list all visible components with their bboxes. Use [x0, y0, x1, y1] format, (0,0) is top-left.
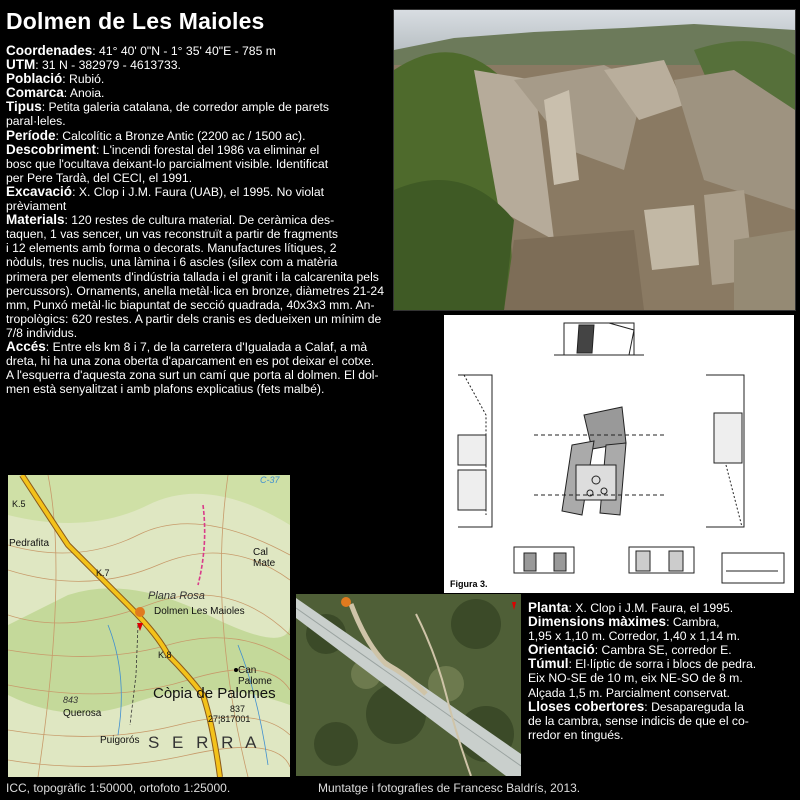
info-text: primera per elements d'indústria tallada i el granit i la calcarenita pels [6, 269, 379, 284]
info-line [528, 700, 798, 714]
info-text: : L'incendi forestal del 1986 va eliminar el [96, 142, 320, 157]
info-text: i 12 elements amb forma o decorats. Manufactures lítiques, 2 [6, 241, 337, 256]
map-label-k7: K.7 [96, 568, 110, 578]
info-line [6, 382, 390, 396]
info-text: : Cambra, [666, 615, 720, 630]
info-line [528, 615, 798, 629]
info-label: Excavació [6, 183, 73, 199]
info-line [6, 114, 390, 128]
info-text: de la cambra, sense indicis de que el co- [528, 713, 749, 728]
info-line [6, 354, 390, 368]
info-line [6, 255, 390, 269]
map-label-spot3: 843 [63, 695, 79, 705]
info-label: Descobriment [6, 141, 97, 157]
info-text: men està senyalitzat i amb plafons explicatius (fets malbé). [6, 382, 325, 397]
info-text: 7/8 individus. [6, 325, 78, 340]
map-label-cal-mate: Cal Mate [253, 547, 276, 569]
info-label: Població [6, 71, 63, 87]
info-line [6, 270, 390, 284]
info-line [6, 171, 390, 185]
info-line [6, 185, 390, 199]
info-left [6, 44, 390, 396]
map-label-puigoros: Puigorós [100, 735, 140, 746]
info-line [528, 686, 798, 700]
info-label: Planta [528, 600, 569, 615]
info-line [6, 241, 390, 255]
info-text: : X. Clop i J.M. Faura, el 1995. [568, 601, 734, 615]
info-line [528, 714, 798, 728]
info-text: : Entre els km 8 i 7, de la carretera d'Igualada a Calaf, a mà [45, 339, 368, 354]
info-text: tropològics: 620 restes. A partir dels cranis es dedueixen un mínim de [6, 311, 382, 326]
info-text: : Cambra SE, corredor E. [594, 643, 732, 658]
map-label-k8: K.8 [158, 650, 172, 660]
info-line [6, 284, 390, 298]
info-line [6, 157, 390, 171]
info-text: : Rubió. [62, 72, 105, 87]
map-label-dolmen: Dolmen Les Maioles [154, 606, 245, 617]
map-label-spot2: 27¦817001 [208, 714, 251, 724]
caption-maps: ICC, topogràfic 1:50000, ortofoto 1:25000. [6, 781, 231, 795]
info-label: Túmul [528, 656, 569, 672]
info-right [528, 601, 798, 742]
info-text: Eix NO-SE de 10 m, eix NE-SO de 8 m. [528, 671, 743, 686]
map-label-road: C-37 [260, 475, 280, 485]
info-line [6, 340, 390, 354]
info-text: A l'esquerra d'aquesta zona surt un camí que porta al dolmen. El dol- [6, 368, 379, 383]
map-label-pedrafita: Pedrafita [9, 538, 50, 549]
info-line [6, 72, 390, 86]
info-line [528, 657, 798, 671]
info-text: : Petita galeria catalana, de corredor ample de parets [41, 100, 330, 115]
info-label: Tipus [6, 99, 42, 115]
info-line [6, 312, 390, 326]
map-label-spot1: 837 [230, 704, 246, 714]
info-label: Dimensions màximes [528, 614, 667, 630]
info-line [528, 643, 798, 657]
info-line [528, 728, 798, 742]
info-line [6, 298, 390, 312]
map-label-plana-rosa: Plana Rosa [148, 590, 205, 602]
info-line [6, 58, 390, 72]
info-text: prèviament [6, 199, 67, 214]
info-text: : El·líptic de sorra i blocs de pedra. [568, 657, 757, 672]
figure-label: Figura 3. [450, 579, 488, 589]
info-label: Materials [6, 212, 65, 228]
info-text: : 120 restes de cultura material. De ceràmica des- [64, 213, 335, 228]
info-line [6, 199, 390, 213]
info-line [528, 629, 798, 643]
info-label: Accés [6, 338, 46, 354]
info-text: rredor en tingués. [528, 727, 624, 742]
info-line [6, 227, 390, 241]
info-line [6, 213, 390, 227]
info-text: mm, Punxó metàl·lic biapuntat de secció quadrada, 40x3x3 mm. An- [6, 297, 375, 312]
info-line [6, 143, 390, 157]
info-text: : Calcolític a Bronze Antic (2200 ac / 1500 ac). [55, 128, 306, 143]
info-line [6, 100, 390, 114]
info-text: nòduls, tres nuclis, una làmina i 6 ascles (sílex com a matèria [6, 255, 338, 270]
info-text: percussors). Ornaments, anella metàl·lica en bronze, diàmetres 21-24 [6, 283, 384, 298]
info-label: Lloses cobertores [528, 698, 645, 714]
info-text: Alçada 1,5 m. Parcialment conservat. [528, 685, 730, 700]
info-line [528, 601, 798, 615]
info-text: dreta, hi ha una zona oberta d'aparcament en es pot deixar el cotxe. [6, 354, 375, 369]
info-label: UTM [6, 57, 36, 73]
info-text: : 31 N - 382979 - 4613733. [35, 58, 181, 73]
info-label: Període [6, 127, 56, 143]
map-label-k5: K.5 [12, 499, 26, 509]
info-line [6, 129, 390, 143]
map-label-querosa: Querosa [63, 708, 102, 719]
map-label-serra: S E R R A [148, 733, 261, 752]
info-line [6, 326, 390, 340]
topographic-map [8, 475, 290, 777]
info-line [6, 86, 390, 100]
map-label-can-palome: Can Palome [238, 665, 272, 687]
info-text: : 41° 40' 0"N - 1° 35' 40"E - 785 m [92, 44, 276, 58]
info-line [6, 368, 390, 382]
info-text: per Pere Tardà, del CECI, el 1991. [6, 170, 193, 185]
info-text: : X. Clop i J.M. Faura (UAB), el 1995. No violat [72, 184, 325, 199]
page-title: Dolmen de Les Maioles [6, 8, 265, 34]
info-text: bosc que l'ocultava deixant-lo parcialment visible. Identificat [6, 156, 329, 171]
caption-credits: Muntatge i fotografies de Francesc Baldrís, 2013. [318, 781, 581, 795]
info-label: Coordenades [6, 43, 93, 58]
info-text: : Anoia. [63, 86, 105, 101]
info-label: Comarca [6, 85, 64, 101]
dolmen-photo [393, 9, 796, 311]
info-label: Orientació [528, 642, 595, 658]
info-text: taquen, 1 vas sencer, un vas reconstruït a partir de fragments [6, 227, 338, 242]
info-text: 1,95 x 1,10 m. Corredor, 1,40 x 1,14 m. [528, 629, 741, 644]
orthophoto-map [296, 594, 521, 776]
info-text: paral·leles. [6, 114, 66, 129]
info-line [6, 44, 390, 58]
excavation-plan-figure [444, 315, 794, 593]
info-line [528, 671, 798, 685]
info-text: : Desapareguda la [644, 699, 744, 714]
map-label-copia: Còpia de Palomes [153, 685, 276, 702]
